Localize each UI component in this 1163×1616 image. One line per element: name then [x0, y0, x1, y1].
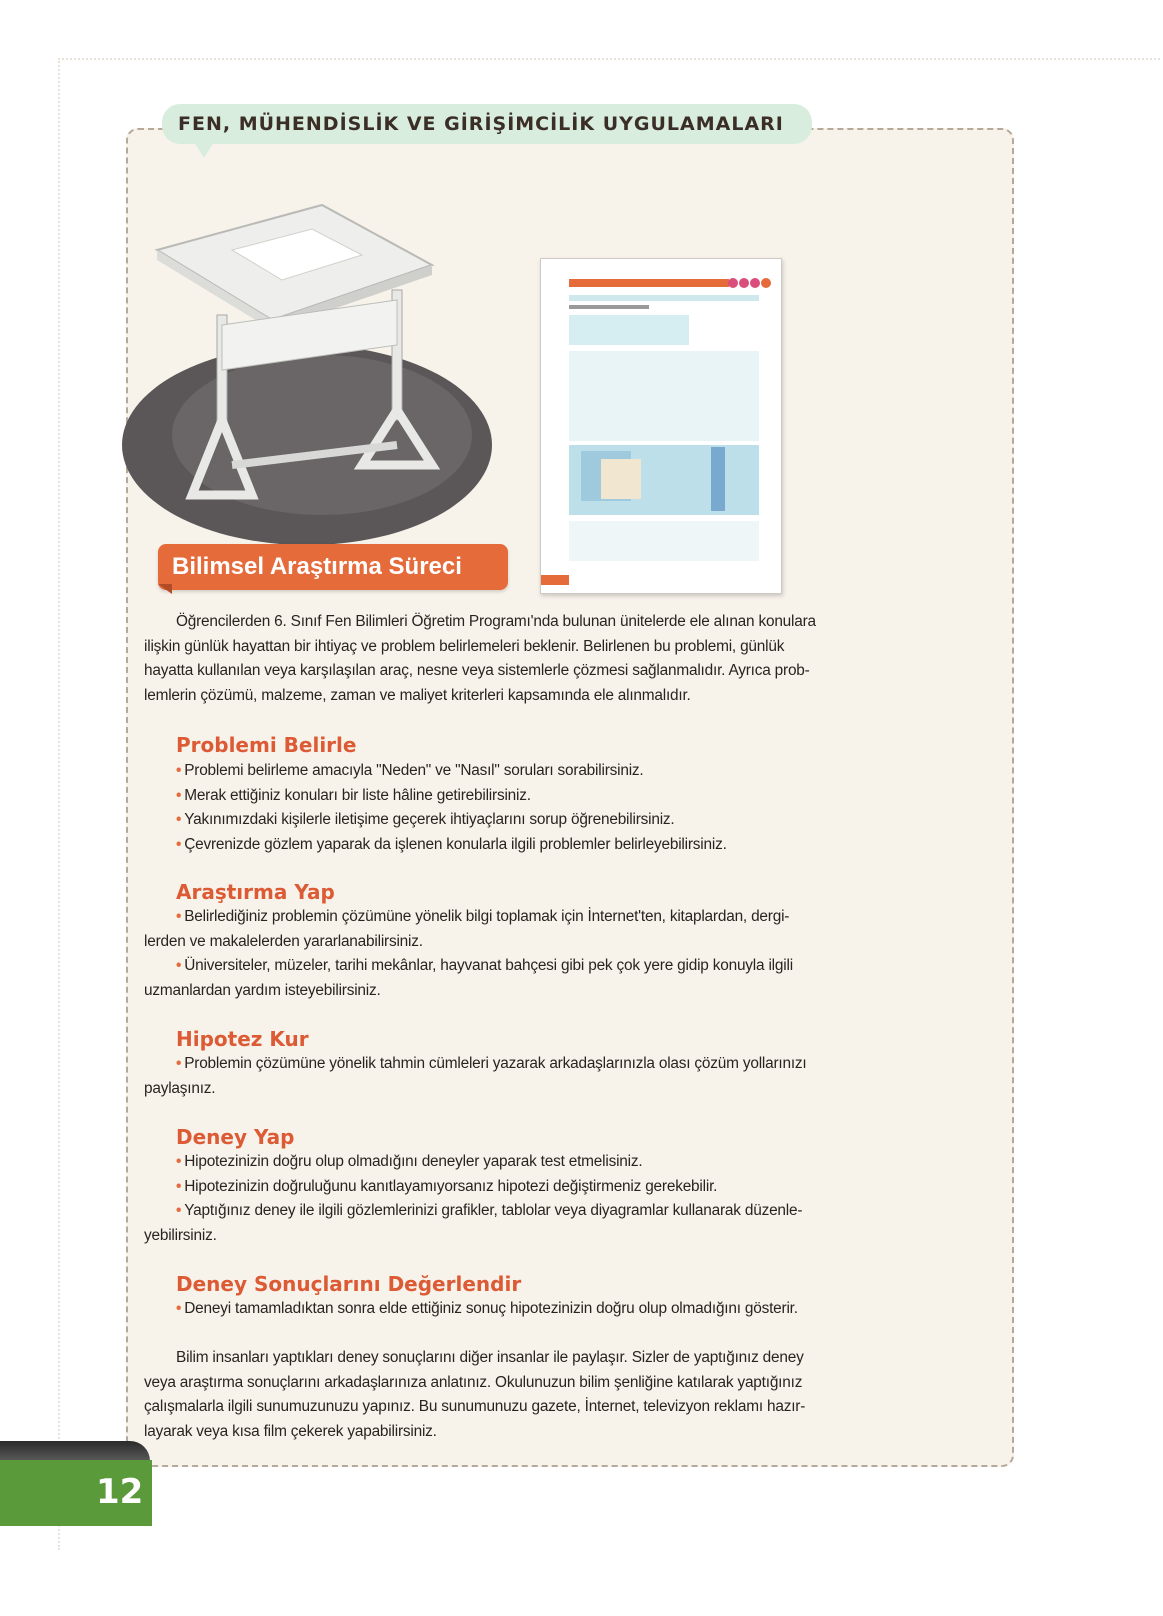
closing-line: çalışmalarla ilgili sunumuzunuzu yapınız. Bu sunumunuzu gazete, İnternet, televizyon reklamı hazır- — [144, 1398, 806, 1415]
textbook-page-thumbnail — [540, 258, 782, 594]
experiment-line: yebilirsiniz. — [144, 1226, 217, 1244]
intro-line: ilişkin günlük hayattan bir ihtiyaç ve problem belirlemeleri beklenir. Belirlenen bu problemi, günlük — [144, 637, 785, 655]
list-item: • Deneyi tamamladıktan sonra elde ettiğiniz sonuç hipotezinizin doğru olup olmadığını gösterir. — [176, 1300, 798, 1317]
intro-line: lemlerin çözümü, malzeme, zaman ve maliyet kriterleri kapsamında ele alınmalıdır. — [144, 686, 691, 704]
closing-line: veya araştırma sonuçlarını arkadaşlarınıza anlatınız. Okulunuzun bilim şenliğine katılarak yaptığınız — [144, 1373, 803, 1391]
research-paragraph-1: • Belirlediğiniz problemin çözümüne yönelik bilgi toplamak için İnternet'ten, kitaplardan, dergi- lerden ve makalelerden yararlanabilirsiniz. — [144, 905, 989, 954]
list-item: • Hipotezinizin doğruluğunu kanıtlayamıyorsanız hipotezi değiştirmeniz gerekebilir. — [176, 1177, 718, 1195]
heading-problem: Problemi Belirle — [176, 733, 357, 757]
list-item: • Çevrenizde gözlem yaparak da işlenen konularla ilgili problemler belirleyebilirsiniz. — [176, 835, 727, 853]
intro-paragraph — [144, 610, 989, 708]
ribbon-tail — [158, 584, 172, 594]
closing-line: layarak veya kısa film çekerek yapabilirsiniz. — [144, 1422, 437, 1440]
section-title-ribbon — [158, 544, 508, 590]
research-line: Üniversiteler, müzeler, tarihi mekânlar, hayvanat bahçesi gibi pek çok yere gidip konuyla ilgili — [184, 957, 793, 974]
research-line: lerden ve makalelerden yararlanabilirsiniz. — [144, 932, 423, 950]
page-number: 12 — [96, 1472, 144, 1512]
research-paragraph-2: • Üniversiteler, müzeler, tarihi mekânlar, hayvanat bahçesi gibi pek çok yere gidip konuyla ilgili uzmanlardan yardım isteyebilirsiniz. — [144, 954, 989, 1003]
hypothesis-line: paylaşınız. — [144, 1079, 216, 1097]
experiment-line: Yaptığınız deney ile ilgili gözlemlerinizi grafikler, tablolar veya diyagramlar kullanarak düzenle- — [184, 1202, 803, 1219]
banner-tail — [194, 142, 214, 158]
intro-line: Öğrencilerden 6. Sınıf Fen Bilimleri Öğretim Programı'nda bulunan ünitelerde ele alınan konulara — [176, 613, 816, 630]
research-line: uzmanlardan yardım isteyebilirsiniz. — [144, 981, 381, 999]
list-item: • Merak ettiğiniz konuları bir liste hâline getirebilirsiniz. — [176, 786, 531, 804]
list-item: • Hipotezinizin doğru olup olmadığını deneyler yaparak test etmelisiniz. — [176, 1153, 643, 1170]
hypothesis-paragraph: • Problemin çözümüne yönelik tahmin cümleleri yazarak arkadaşlarınızla olası çözüm yollarınızı paylaşınız. — [144, 1052, 989, 1101]
heading-experiment: Deney Yap — [176, 1125, 295, 1149]
section-banner — [162, 104, 812, 144]
experiment-list — [176, 1150, 717, 1199]
hypothesis-line: Problemin çözümüne yönelik tahmin cümleleri yazarak arkadaşlarınızla olası çözüm yollarınızı — [184, 1055, 807, 1072]
heading-evaluate: Deney Sonuçlarını Değerlendir — [176, 1272, 522, 1296]
heading-hypothesis: Hipotez Kur — [176, 1027, 309, 1051]
list-item: • Yakınımızdaki kişilerle iletişime geçerek ihtiyaçlarını sorup öğrenebilirsiniz. — [176, 811, 675, 828]
problem-list — [176, 759, 727, 857]
evaluate-list — [176, 1297, 798, 1322]
banner-title: FEN, MÜHENDİSLİK VE GİRİŞİMCİLİK UYGULAMALARI — [178, 113, 784, 135]
closing-paragraph — [144, 1346, 989, 1444]
intro-line: hayatta kullanılan veya karşılaşılan araç, nesne veya sistemlerle çözmesi sağlanmalıdır. Ayrıca prob- — [144, 662, 810, 679]
heading-research: Araştırma Yap — [176, 880, 335, 904]
section-title: Bilimsel Araştırma Süreci — [172, 553, 462, 580]
experiment-paragraph: • Yaptığınız deney ile ilgili gözlemlerinizi grafikler, tablolar veya diyagramlar kullanarak düzenle- yebilirsiniz. — [144, 1199, 989, 1248]
drafting-table-illustration — [122, 195, 502, 565]
page-number-shadow — [0, 1441, 150, 1461]
research-line: Belirlediğiniz problemin çözümüne yönelik bilgi toplamak için İnternet'ten, kitaplardan, dergi- — [184, 908, 790, 925]
closing-line: Bilim insanları yaptıkları deney sonuçlarını diğer insanlar ile paylaşır. Sizler de yaptığınız deney — [176, 1349, 804, 1366]
list-item: • Problemi belirleme amacıyla "Neden" ve "Nasıl" soruları sorabilirsiniz. — [176, 762, 644, 779]
